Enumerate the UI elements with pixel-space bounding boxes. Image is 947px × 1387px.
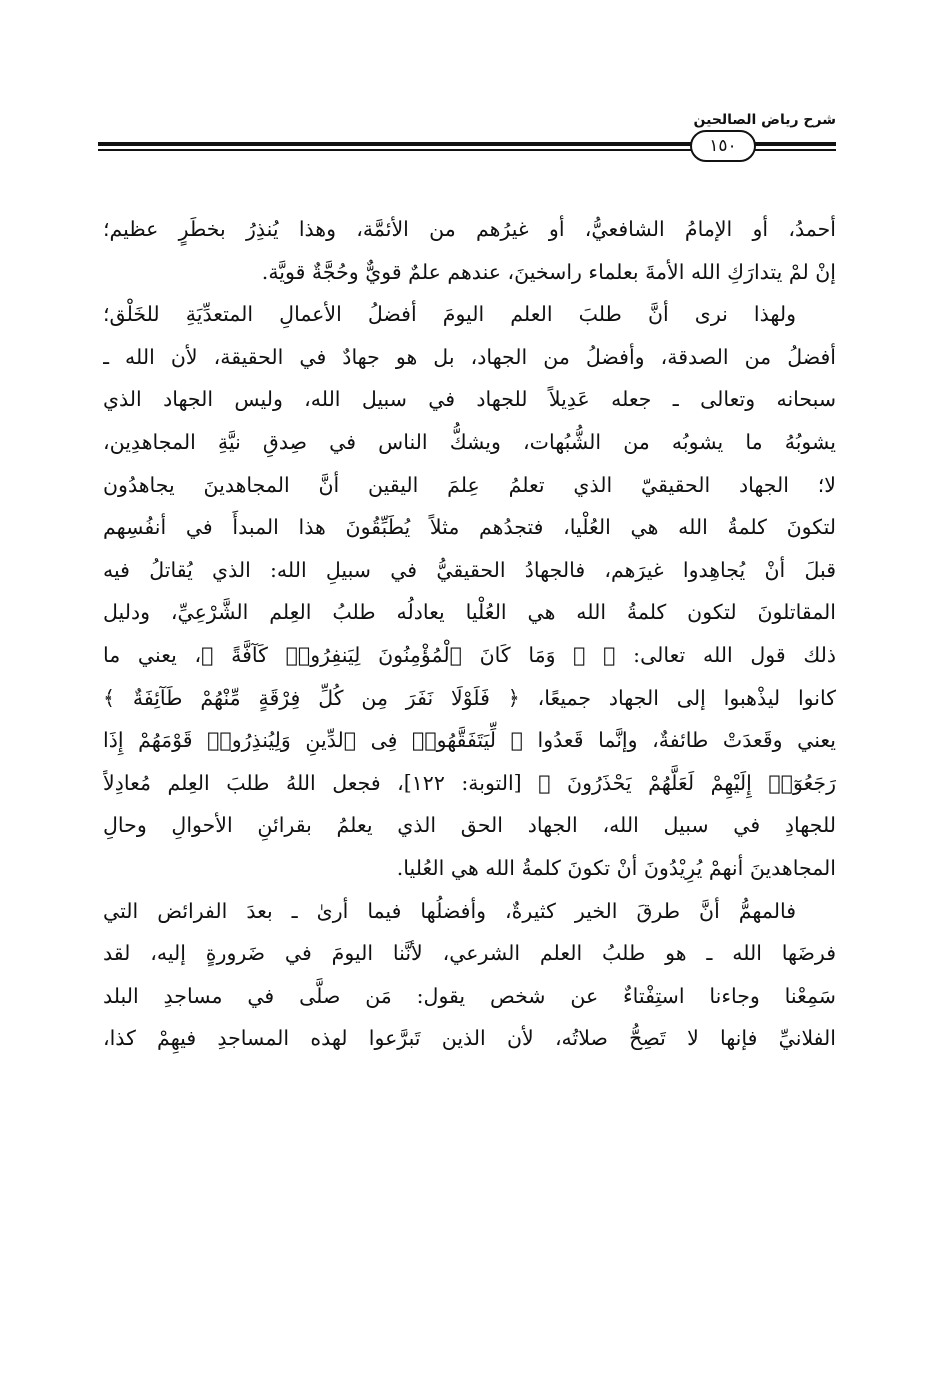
- text-line-10: المقاتلونَ لتكون كلمةُ الله هي العُلْيا يعادلُه طلبُ العِلم الشَّرْعِيِّ، ودليل: [103, 600, 836, 625]
- text-line-6: يشوبُهُ ما يشوبُه من الشُّبُهات، ويشكُّ الناس في صِدقِ نيَّةِ المجاهدِين،: [103, 429, 836, 454]
- text-line-12: كانوا ليذْهبوا إلى الجهاد جميعًا، ﴿ فَلَوْلَا نَفَرَ مِن كُلِّ فِرْقَةٍ مِّنْهُمْ طَآئِفَةٌ ﴾: [103, 685, 836, 710]
- text-line-11: ذلك قول الله تعالى: ﴿ ۞ وَمَا كَانَ ٱلْمُؤْمِنُونَ لِيَنفِرُوا۟ كَآفَّةً ﴾، يعني ما: [103, 642, 836, 667]
- text-line-14: رَجَعُوٓا۟ إِلَيْهِمْ لَعَلَّهُمْ يَحْذَرُونَ ﴾ [التوبة: ١٢٢]، فجعل اللهُ طلبَ العِلم مُعادِلاً: [103, 770, 836, 795]
- text-line-3: ولهذا نرى أنَّ طلبَ العلم اليومَ أفضلُ الأعمالِ المتعدِّيَةِ للخَلْق؛: [103, 302, 796, 327]
- page-number-badge: ١٥٠: [690, 130, 756, 162]
- text-line-8: لتكونَ كلمةُ الله هي العُلْيا، فتجدُهم مثلاً يُطَبِّقُونَ هذا المبدأَ في أنفُسِهم: [103, 515, 836, 540]
- text-line-9: قبلَ أنْ يُجاهِدوا غيرَهم، فالجهادُ الحقيقيُّ في سبيلِ الله: الذي يُقاتلُ فيه: [103, 557, 836, 582]
- text-line-5: سبحانه وتعالى ـ جعله عَدِيلاً للجهاد في سبيل الله، وليس الجهاد الذي: [103, 387, 836, 412]
- page-header: [98, 104, 836, 164]
- text-line-4: أفضلُ من الصدقة، وأفضلُ من الجهاد، بل هو جهادٌ في الحقيقة، لأن الله ـ: [103, 344, 836, 369]
- running-head-title: شرح رياض الصالحين: [693, 112, 836, 128]
- text-line-7: لا؛ الجهاد الحقيقيّ الذي تعلمُ عِلمَ اليقين أنَّ المجاهدينَ يجاهدُون: [103, 472, 836, 497]
- text-line-20: الفلانيِّ فإنها لا تَصِحُّ صلاتُه، لأن الذين تَبرَّعوا لهذه المساجدِ فيهِمْ كذا،: [103, 1026, 836, 1051]
- text-line-13: يعني وقَعدَتْ طائفةٌ، وإنَّما قَعدُوا ﴿ لِّيَتَفَقَّهُوا۟ فِى ٱلدِّينِ وَلِيُنذِرُوا۟ قَوْمَهُمْ إِذَا: [103, 728, 836, 753]
- text-line-18: فرضَها الله ـ هو طلبُ العلم الشرعي، لأنَّنا اليومَ في ضَرورةٍ إليه، لقد: [103, 941, 836, 966]
- text-line-19: سَمِعْنا وجاءنا استِفْتاءٌ عن شخص يقول: مَن صلَّى في مساجدِ البلد: [103, 983, 836, 1008]
- text-line-15: للجهادِ في سبيل الله، الجهاد الحق الذي يعلمُ بقرائنِ الأحوالِ وحالِ: [103, 813, 836, 838]
- body-text: [103, 208, 836, 1060]
- text-line-17: فالمهمُّ أنَّ طرقَ الخير كثيرةٌ، وأفضلُها فيما أرىٰ ـ بعدَ الفرائض التي: [103, 898, 796, 923]
- text-line-1: أحمدُ، أو الإمامُ الشافعيُّ، أو غيرُهم من الأئمَّة، وهذا يُنذِرُ بخطَرٍ عظيم؛: [103, 217, 836, 241]
- text-line-2: إنْ لمْ يتدارَكِ الله الأمةَ بعلماء راسخينَ، عندهم علمٌ قويٌّ وحُجَّةٌ قويَّة.: [261, 259, 836, 284]
- text-line-16: المجاهدينَ أنهمْ يُرِيْدُونَ أنْ تكونَ كلمةُ الله هي العُليا.: [396, 855, 836, 880]
